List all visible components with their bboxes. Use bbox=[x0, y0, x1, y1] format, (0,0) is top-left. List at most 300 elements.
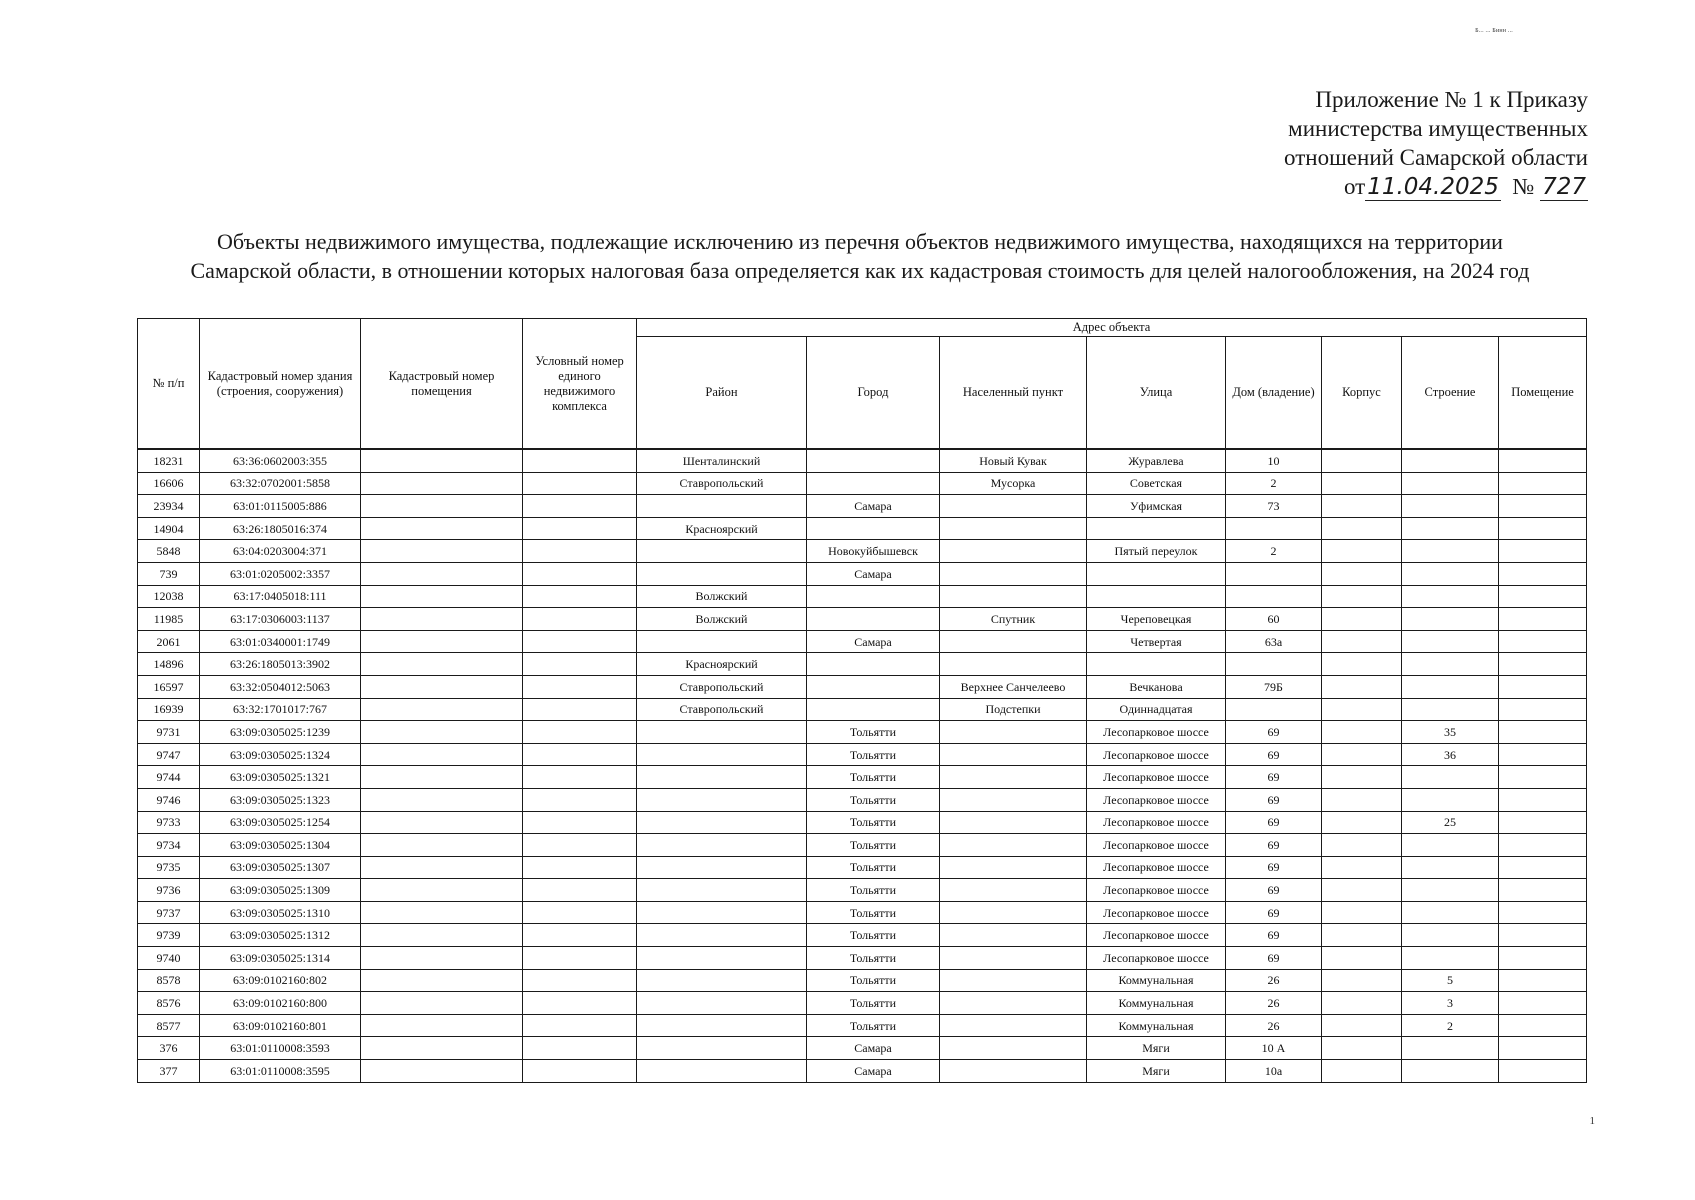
cell-num: 9739 bbox=[138, 924, 200, 947]
cell-num: 9733 bbox=[138, 811, 200, 834]
cell-district: Красноярский bbox=[637, 517, 807, 540]
cell-room bbox=[1499, 947, 1587, 970]
cell-street bbox=[1087, 517, 1226, 540]
cell-house: 26 bbox=[1226, 969, 1322, 992]
cell-house bbox=[1226, 517, 1322, 540]
cell-corpus bbox=[1322, 969, 1402, 992]
appendix-date-line bbox=[1284, 172, 1588, 202]
cell-locality bbox=[940, 562, 1087, 585]
cell-district bbox=[637, 1014, 807, 1037]
cell-city bbox=[807, 472, 940, 495]
cell-street: Лесопарковое шоссе bbox=[1087, 743, 1226, 766]
cell-premises bbox=[361, 653, 523, 676]
cell-street: Мяги bbox=[1087, 1060, 1226, 1083]
cell-building: 63:32:0702001:5858 bbox=[200, 472, 361, 495]
cell-locality bbox=[940, 517, 1087, 540]
cell-structure bbox=[1402, 653, 1499, 676]
cell-district bbox=[637, 788, 807, 811]
cell-house: 69 bbox=[1226, 901, 1322, 924]
cell-building: 63:04:0203004:371 bbox=[200, 540, 361, 563]
cell-city: Тольятти bbox=[807, 721, 940, 744]
cell-complex bbox=[523, 992, 637, 1015]
cell-street: Коммунальная bbox=[1087, 1014, 1226, 1037]
cell-complex bbox=[523, 1060, 637, 1083]
cell-complex bbox=[523, 517, 637, 540]
cell-num: 16597 bbox=[138, 675, 200, 698]
cell-complex bbox=[523, 879, 637, 902]
table-row bbox=[138, 653, 1587, 676]
cell-street: Мяги bbox=[1087, 1037, 1226, 1060]
cell-district: Волжский bbox=[637, 585, 807, 608]
cell-structure bbox=[1402, 675, 1499, 698]
document-title: Объекты недвижимого имущества, подлежащие исключению из перечня объектов недвижимого имущества, находящихся на территории Самарской области, в отношении которых налоговая база определяется как их кадастровая стоимость для целей налогообложения, на 2024 год bbox=[190, 229, 1530, 283]
cell-district bbox=[637, 901, 807, 924]
cell-city: Тольятти bbox=[807, 924, 940, 947]
cell-corpus bbox=[1322, 1014, 1402, 1037]
cell-complex bbox=[523, 901, 637, 924]
table-row bbox=[138, 698, 1587, 721]
cell-district bbox=[637, 1037, 807, 1060]
cell-num: 8578 bbox=[138, 969, 200, 992]
table-row bbox=[138, 992, 1587, 1015]
cell-building: 63:09:0305025:1304 bbox=[200, 834, 361, 857]
cell-corpus bbox=[1322, 947, 1402, 970]
cell-corpus bbox=[1322, 449, 1402, 472]
cell-corpus bbox=[1322, 630, 1402, 653]
cell-house: 69 bbox=[1226, 834, 1322, 857]
cell-district: Ставропольский bbox=[637, 698, 807, 721]
cell-street: Одиннадцатая bbox=[1087, 698, 1226, 721]
cell-corpus bbox=[1322, 698, 1402, 721]
cell-house: 2 bbox=[1226, 472, 1322, 495]
cell-city: Тольятти bbox=[807, 834, 940, 857]
cell-structure bbox=[1402, 834, 1499, 857]
cell-premises bbox=[361, 856, 523, 879]
cell-locality: Верхнее Санчелеево bbox=[940, 675, 1087, 698]
cell-room bbox=[1499, 879, 1587, 902]
cell-locality bbox=[940, 1037, 1087, 1060]
cell-structure: 25 bbox=[1402, 811, 1499, 834]
table-row bbox=[138, 1060, 1587, 1083]
cell-city: Тольятти bbox=[807, 766, 940, 789]
cell-structure bbox=[1402, 879, 1499, 902]
cell-room bbox=[1499, 992, 1587, 1015]
cell-house: 10 bbox=[1226, 449, 1322, 472]
cell-premises bbox=[361, 675, 523, 698]
cell-premises bbox=[361, 947, 523, 970]
cell-room bbox=[1499, 495, 1587, 518]
cell-street: Лесопарковое шоссе bbox=[1087, 721, 1226, 744]
table-row bbox=[138, 449, 1587, 472]
cell-corpus bbox=[1322, 834, 1402, 857]
cell-num: 9731 bbox=[138, 721, 200, 744]
cell-corpus bbox=[1322, 1060, 1402, 1083]
cell-city: Самара bbox=[807, 630, 940, 653]
cell-structure bbox=[1402, 766, 1499, 789]
cell-city: Самара bbox=[807, 495, 940, 518]
cell-complex bbox=[523, 540, 637, 563]
cell-house bbox=[1226, 653, 1322, 676]
cell-premises bbox=[361, 901, 523, 924]
appendix-block bbox=[1284, 85, 1588, 202]
table-row bbox=[138, 901, 1587, 924]
cell-room bbox=[1499, 585, 1587, 608]
col-header-district: Район bbox=[637, 337, 807, 450]
cell-num: 9747 bbox=[138, 743, 200, 766]
cell-city bbox=[807, 449, 940, 472]
cell-structure: 3 bbox=[1402, 992, 1499, 1015]
cell-room bbox=[1499, 1037, 1587, 1060]
cell-city: Тольятти bbox=[807, 856, 940, 879]
cell-house: 69 bbox=[1226, 879, 1322, 902]
cell-house: 26 bbox=[1226, 992, 1322, 1015]
cell-premises bbox=[361, 743, 523, 766]
cell-city: Тольятти bbox=[807, 969, 940, 992]
cell-structure: 35 bbox=[1402, 721, 1499, 744]
cell-street: Лесопарковое шоссе bbox=[1087, 766, 1226, 789]
cell-premises bbox=[361, 1060, 523, 1083]
table-row bbox=[138, 1037, 1587, 1060]
cell-building: 63:09:0305025:1312 bbox=[200, 924, 361, 947]
table-row bbox=[138, 788, 1587, 811]
cell-structure bbox=[1402, 901, 1499, 924]
cell-room bbox=[1499, 698, 1587, 721]
table-row bbox=[138, 630, 1587, 653]
cell-street: Коммунальная bbox=[1087, 969, 1226, 992]
cell-room bbox=[1499, 856, 1587, 879]
cell-house: 69 bbox=[1226, 766, 1322, 789]
cell-complex bbox=[523, 495, 637, 518]
cell-district bbox=[637, 879, 807, 902]
cell-structure: 36 bbox=[1402, 743, 1499, 766]
cell-locality bbox=[940, 721, 1087, 744]
cell-room bbox=[1499, 766, 1587, 789]
cell-num: 14904 bbox=[138, 517, 200, 540]
cell-city: Самара bbox=[807, 562, 940, 585]
cell-city bbox=[807, 653, 940, 676]
cell-city: Тольятти bbox=[807, 879, 940, 902]
table-row bbox=[138, 856, 1587, 879]
order-number: 727 bbox=[1542, 174, 1586, 200]
cell-structure bbox=[1402, 947, 1499, 970]
cell-locality bbox=[940, 969, 1087, 992]
cell-house: 26 bbox=[1226, 1014, 1322, 1037]
cell-room bbox=[1499, 540, 1587, 563]
cell-complex bbox=[523, 630, 637, 653]
cell-complex bbox=[523, 585, 637, 608]
cell-city: Самара bbox=[807, 1060, 940, 1083]
col-header-premises: Кадастровый номер помещения bbox=[361, 319, 523, 450]
cell-city: Самара bbox=[807, 1037, 940, 1060]
cell-premises bbox=[361, 517, 523, 540]
cell-corpus bbox=[1322, 472, 1402, 495]
table-row bbox=[138, 608, 1587, 631]
order-date: 11.04.2025 bbox=[1367, 174, 1499, 200]
col-header-num: № п/п bbox=[138, 319, 200, 450]
cell-street bbox=[1087, 653, 1226, 676]
cell-premises bbox=[361, 924, 523, 947]
cell-complex bbox=[523, 811, 637, 834]
cell-building: 63:09:0305025:1309 bbox=[200, 879, 361, 902]
table-row bbox=[138, 924, 1587, 947]
cell-room bbox=[1499, 924, 1587, 947]
cell-building: 63:32:0504012:5063 bbox=[200, 675, 361, 698]
cell-complex bbox=[523, 1014, 637, 1037]
cell-num: 18231 bbox=[138, 449, 200, 472]
cell-structure bbox=[1402, 517, 1499, 540]
cell-building: 63:01:0115005:886 bbox=[200, 495, 361, 518]
table-row bbox=[138, 743, 1587, 766]
cell-locality bbox=[940, 834, 1087, 857]
cell-premises bbox=[361, 449, 523, 472]
table-row bbox=[138, 947, 1587, 970]
cell-premises bbox=[361, 608, 523, 631]
cell-num: 8577 bbox=[138, 1014, 200, 1037]
cell-street: Лесопарковое шоссе bbox=[1087, 811, 1226, 834]
cell-num: 12038 bbox=[138, 585, 200, 608]
col-header-complex: Условный номер единого недвижимого комплекса bbox=[523, 319, 637, 450]
cell-house bbox=[1226, 698, 1322, 721]
cell-building: 63:26:1805016:374 bbox=[200, 517, 361, 540]
cell-district bbox=[637, 969, 807, 992]
cell-corpus bbox=[1322, 585, 1402, 608]
cell-locality: Подстепки bbox=[940, 698, 1087, 721]
cell-num: 2061 bbox=[138, 630, 200, 653]
cell-locality bbox=[940, 901, 1087, 924]
cell-num: 9735 bbox=[138, 856, 200, 879]
cell-premises bbox=[361, 540, 523, 563]
cell-corpus bbox=[1322, 856, 1402, 879]
page-number: 1 bbox=[1589, 1115, 1595, 1127]
cell-num: 8576 bbox=[138, 992, 200, 1015]
cell-complex bbox=[523, 653, 637, 676]
cell-premises bbox=[361, 766, 523, 789]
cell-num: 9736 bbox=[138, 879, 200, 902]
table-body bbox=[138, 449, 1587, 1082]
cell-district bbox=[637, 766, 807, 789]
cell-city: Новокуйбышевск bbox=[807, 540, 940, 563]
cell-num: 16606 bbox=[138, 472, 200, 495]
cell-corpus bbox=[1322, 766, 1402, 789]
cell-street: Лесопарковое шоссе bbox=[1087, 879, 1226, 902]
cell-locality bbox=[940, 856, 1087, 879]
cell-corpus bbox=[1322, 675, 1402, 698]
cell-room bbox=[1499, 788, 1587, 811]
cell-corpus bbox=[1322, 608, 1402, 631]
cell-city bbox=[807, 675, 940, 698]
cell-room bbox=[1499, 743, 1587, 766]
cell-premises bbox=[361, 585, 523, 608]
cell-structure bbox=[1402, 449, 1499, 472]
cell-city: Тольятти bbox=[807, 811, 940, 834]
cell-structure bbox=[1402, 1060, 1499, 1083]
cell-district bbox=[637, 540, 807, 563]
cell-complex bbox=[523, 1037, 637, 1060]
cell-num: 9734 bbox=[138, 834, 200, 857]
cell-locality bbox=[940, 585, 1087, 608]
table-row bbox=[138, 879, 1587, 902]
cell-district bbox=[637, 947, 807, 970]
cell-district bbox=[637, 856, 807, 879]
cell-district bbox=[637, 743, 807, 766]
cell-house: 73 bbox=[1226, 495, 1322, 518]
cell-premises bbox=[361, 969, 523, 992]
cell-street: Череповецкая bbox=[1087, 608, 1226, 631]
cell-city: Тольятти bbox=[807, 992, 940, 1015]
cell-house bbox=[1226, 585, 1322, 608]
cell-complex bbox=[523, 562, 637, 585]
cell-building: 63:17:0405018:111 bbox=[200, 585, 361, 608]
cell-house bbox=[1226, 562, 1322, 585]
cell-street: Лесопарковое шоссе bbox=[1087, 856, 1226, 879]
cell-corpus bbox=[1322, 653, 1402, 676]
cell-corpus bbox=[1322, 517, 1402, 540]
cell-locality bbox=[940, 1060, 1087, 1083]
cell-street: Вечканова bbox=[1087, 675, 1226, 698]
cell-locality: Новый Кувак bbox=[940, 449, 1087, 472]
table-row bbox=[138, 517, 1587, 540]
cell-complex bbox=[523, 721, 637, 744]
cell-house: 69 bbox=[1226, 721, 1322, 744]
cell-district bbox=[637, 992, 807, 1015]
cell-locality bbox=[940, 495, 1087, 518]
cell-house: 10а bbox=[1226, 1060, 1322, 1083]
cell-building: 63:01:0110008:3593 bbox=[200, 1037, 361, 1060]
cell-corpus bbox=[1322, 1037, 1402, 1060]
cell-house: 60 bbox=[1226, 608, 1322, 631]
cell-corpus bbox=[1322, 743, 1402, 766]
cell-house: 69 bbox=[1226, 788, 1322, 811]
cell-room bbox=[1499, 901, 1587, 924]
cell-district bbox=[637, 834, 807, 857]
cell-structure: 5 bbox=[1402, 969, 1499, 992]
table-row bbox=[138, 721, 1587, 744]
cell-premises bbox=[361, 698, 523, 721]
cell-complex bbox=[523, 743, 637, 766]
cell-building: 63:09:0305025:1239 bbox=[200, 721, 361, 744]
cell-corpus bbox=[1322, 992, 1402, 1015]
cell-num: 9740 bbox=[138, 947, 200, 970]
cell-room bbox=[1499, 675, 1587, 698]
cell-house: 79Б bbox=[1226, 675, 1322, 698]
cell-street: Лесопарковое шоссе bbox=[1087, 834, 1226, 857]
cell-structure bbox=[1402, 924, 1499, 947]
col-header-building: Кадастровый номер здания (строения, сооружения) bbox=[200, 319, 361, 450]
cell-district: Волжский bbox=[637, 608, 807, 631]
cell-city: Тольятти bbox=[807, 743, 940, 766]
cell-locality bbox=[940, 540, 1087, 563]
cell-premises bbox=[361, 879, 523, 902]
cell-corpus bbox=[1322, 811, 1402, 834]
table-row bbox=[138, 969, 1587, 992]
cell-locality bbox=[940, 788, 1087, 811]
cell-district bbox=[637, 562, 807, 585]
cell-locality bbox=[940, 947, 1087, 970]
cell-district: Красноярский bbox=[637, 653, 807, 676]
cell-house: 69 bbox=[1226, 856, 1322, 879]
cell-room bbox=[1499, 721, 1587, 744]
cell-premises bbox=[361, 495, 523, 518]
col-header-street: Улица bbox=[1087, 337, 1226, 450]
cell-city bbox=[807, 608, 940, 631]
col-header-corpus: Корпус bbox=[1322, 337, 1402, 450]
cell-structure bbox=[1402, 856, 1499, 879]
cell-locality bbox=[940, 630, 1087, 653]
cell-complex bbox=[523, 766, 637, 789]
cell-num: 376 bbox=[138, 1037, 200, 1060]
cell-complex bbox=[523, 856, 637, 879]
cell-num: 9744 bbox=[138, 766, 200, 789]
cell-locality bbox=[940, 811, 1087, 834]
cell-num: 11985 bbox=[138, 608, 200, 631]
cell-house: 2 bbox=[1226, 540, 1322, 563]
cell-room bbox=[1499, 517, 1587, 540]
table-row bbox=[138, 834, 1587, 857]
cell-house: 69 bbox=[1226, 924, 1322, 947]
cell-structure bbox=[1402, 540, 1499, 563]
cell-complex bbox=[523, 698, 637, 721]
cell-complex bbox=[523, 608, 637, 631]
cell-corpus bbox=[1322, 924, 1402, 947]
table-row bbox=[138, 495, 1587, 518]
cell-structure bbox=[1402, 495, 1499, 518]
cell-structure bbox=[1402, 698, 1499, 721]
cell-complex bbox=[523, 449, 637, 472]
cell-street: Коммунальная bbox=[1087, 992, 1226, 1015]
table-row bbox=[138, 540, 1587, 563]
col-header-room: Помещение bbox=[1499, 337, 1587, 450]
cell-room bbox=[1499, 811, 1587, 834]
cell-room bbox=[1499, 562, 1587, 585]
cell-city: Тольятти bbox=[807, 901, 940, 924]
cell-locality bbox=[940, 653, 1087, 676]
cell-district bbox=[637, 721, 807, 744]
cell-district bbox=[637, 1060, 807, 1083]
cell-street: Лесопарковое шоссе bbox=[1087, 924, 1226, 947]
col-header-locality: Населенный пункт bbox=[940, 337, 1087, 450]
cell-num: 9746 bbox=[138, 788, 200, 811]
cell-building: 63:26:1805013:3902 bbox=[200, 653, 361, 676]
cell-building: 63:01:0205002:3357 bbox=[200, 562, 361, 585]
cell-premises bbox=[361, 1014, 523, 1037]
cell-complex bbox=[523, 924, 637, 947]
cell-locality: Мусорка bbox=[940, 472, 1087, 495]
cell-room bbox=[1499, 969, 1587, 992]
cell-locality bbox=[940, 766, 1087, 789]
cell-building: 63:36:0602003:355 bbox=[200, 449, 361, 472]
cell-locality bbox=[940, 1014, 1087, 1037]
cell-street: Лесопарковое шоссе bbox=[1087, 947, 1226, 970]
table-row bbox=[138, 585, 1587, 608]
cell-city bbox=[807, 585, 940, 608]
cell-locality bbox=[940, 743, 1087, 766]
cell-district: Шенталинский bbox=[637, 449, 807, 472]
cell-corpus bbox=[1322, 721, 1402, 744]
cell-room bbox=[1499, 630, 1587, 653]
cell-structure bbox=[1402, 630, 1499, 653]
cell-num: 5848 bbox=[138, 540, 200, 563]
cell-house: 63а bbox=[1226, 630, 1322, 653]
cell-premises bbox=[361, 788, 523, 811]
cell-building: 63:09:0102160:801 bbox=[200, 1014, 361, 1037]
cell-corpus bbox=[1322, 879, 1402, 902]
cell-city: Тольятти bbox=[807, 788, 940, 811]
cell-house: 10 А bbox=[1226, 1037, 1322, 1060]
cell-num: 739 bbox=[138, 562, 200, 585]
cell-building: 63:09:0305025:1314 bbox=[200, 947, 361, 970]
cell-complex bbox=[523, 788, 637, 811]
cell-district: Ставропольский bbox=[637, 472, 807, 495]
